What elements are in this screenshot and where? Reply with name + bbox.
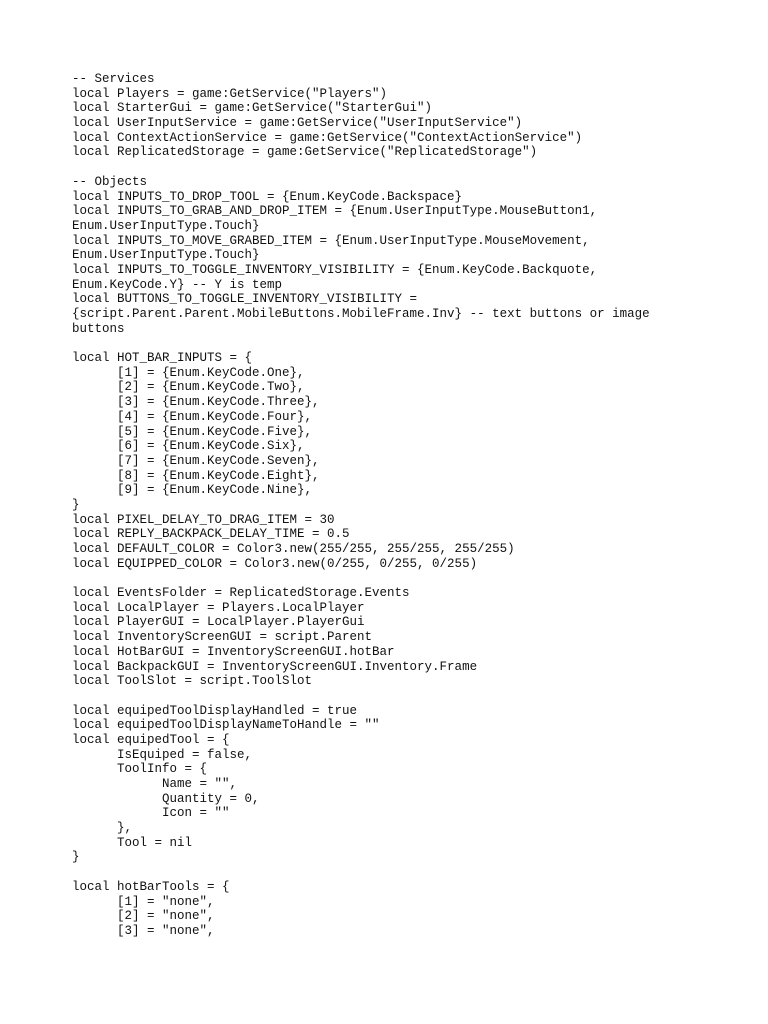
code-line: } — [72, 850, 80, 865]
code-line: [8] = {Enum.KeyCode.Eight}, — [72, 468, 320, 483]
code-line: local StarterGui = game:GetService("StarterGui") — [72, 101, 433, 116]
code-line: -- Services — [72, 72, 155, 86]
code-line: [4] = {Enum.KeyCode.Four}, — [72, 409, 313, 424]
code-line — [72, 865, 712, 880]
code-line — [72, 571, 712, 586]
code-line: [3] = {Enum.KeyCode.Three}, — [72, 395, 320, 410]
code-line: local INPUTS_TO_TOGGLE_INVENTORY_VISIBILITY = {Enum.KeyCode.Backquote, — [72, 262, 598, 277]
code-line — [72, 160, 712, 175]
code-line: local PIXEL_DELAY_TO_DRAG_ITEM = 30 — [72, 512, 335, 527]
code-line: local HOT_BAR_INPUTS = { — [72, 351, 253, 366]
code-line: local INPUTS_TO_DROP_TOOL = {Enum.KeyCode.Backspace} — [72, 189, 463, 204]
code-line: [1] = {Enum.KeyCode.One}, — [72, 365, 305, 380]
code-line: ToolInfo = { — [72, 762, 208, 777]
code-line: local EQUIPPED_COLOR = Color3.new(0/255, 0/255, 0/255) — [72, 556, 478, 571]
code-line: Name = "", — [72, 777, 238, 791]
code-line: local HotBarGUI = InventoryScreenGUI.hotBar — [72, 644, 395, 659]
code-line: [9] = {Enum.KeyCode.Nine}, — [72, 483, 313, 498]
document-page — [72, 72, 712, 939]
code-line: [2] = {Enum.KeyCode.Two}, — [72, 380, 305, 395]
code-line: local ContextActionService = game:GetService("ContextActionService") — [72, 130, 583, 145]
code-line: local DEFAULT_COLOR = Color3.new(255/255, 255/255, 255/255) — [72, 542, 515, 556]
code-line: buttons — [72, 321, 125, 336]
code-line: [3] = "none", — [72, 923, 215, 938]
code-line: local BUTTONS_TO_TOGGLE_INVENTORY_VISIBILITY = — [72, 292, 418, 307]
code-line: [5] = {Enum.KeyCode.Five}, — [72, 424, 313, 439]
code-line: local Players = game:GetService("Players") — [72, 86, 388, 101]
code-line: Quantity = 0, — [72, 791, 260, 806]
code-line: local PlayerGUI = LocalPlayer.PlayerGui — [72, 615, 365, 630]
code-line: } — [72, 497, 80, 512]
code-line: local INPUTS_TO_GRAB_AND_DROP_ITEM = {Enum.UserInputType.MouseButton1, — [72, 204, 598, 219]
code-line: Enum.UserInputType.Touch} — [72, 248, 260, 263]
code-line: Enum.UserInputType.Touch} — [72, 218, 260, 233]
code-line: }, — [72, 821, 133, 836]
code-line: Enum.KeyCode.Y} -- Y is temp — [72, 277, 283, 292]
code-line — [72, 336, 712, 351]
code-line: local BackpackGUI = InventoryScreenGUI.Inventory.Frame — [72, 659, 478, 674]
code-line: local ReplicatedStorage = game:GetService("ReplicatedStorage") — [72, 145, 538, 160]
code-line: local equipedToolDisplayNameToHandle = "" — [72, 718, 380, 733]
code-line: [6] = {Enum.KeyCode.Six}, — [72, 439, 305, 454]
code-line: local ToolSlot = script.ToolSlot — [72, 674, 313, 689]
code-line: Icon = "" — [72, 806, 230, 821]
code-line: local equipedToolDisplayHandled = true — [72, 703, 358, 718]
code-line: [7] = {Enum.KeyCode.Seven}, — [72, 453, 320, 468]
code-line: [2] = "none", — [72, 909, 215, 924]
code-line: local InventoryScreenGUI = script.Parent — [72, 630, 373, 645]
code-line: Tool = nil — [72, 835, 193, 850]
code-line: IsEquiped = false, — [72, 747, 253, 762]
code-line: {script.Parent.Parent.MobileButtons.MobileFrame.Inv} -- text buttons or image — [72, 307, 650, 321]
code-line: local UserInputService = game:GetService("UserInputService") — [72, 116, 523, 131]
code-line: local REPLY_BACKPACK_DELAY_TIME = 0.5 — [72, 527, 350, 542]
code-line — [72, 689, 712, 704]
code-line: local LocalPlayer = Players.LocalPlayer — [72, 600, 365, 615]
code-line: local hotBarTools = { — [72, 879, 230, 894]
code-line: local INPUTS_TO_MOVE_GRABED_ITEM = {Enum.UserInputType.MouseMovement, — [72, 233, 590, 248]
code-line: local equipedTool = { — [72, 732, 230, 747]
code-line: -- Objects — [72, 174, 148, 189]
code-line: local EventsFolder = ReplicatedStorage.Events — [72, 586, 410, 601]
code-line: [1] = "none", — [72, 894, 215, 909]
